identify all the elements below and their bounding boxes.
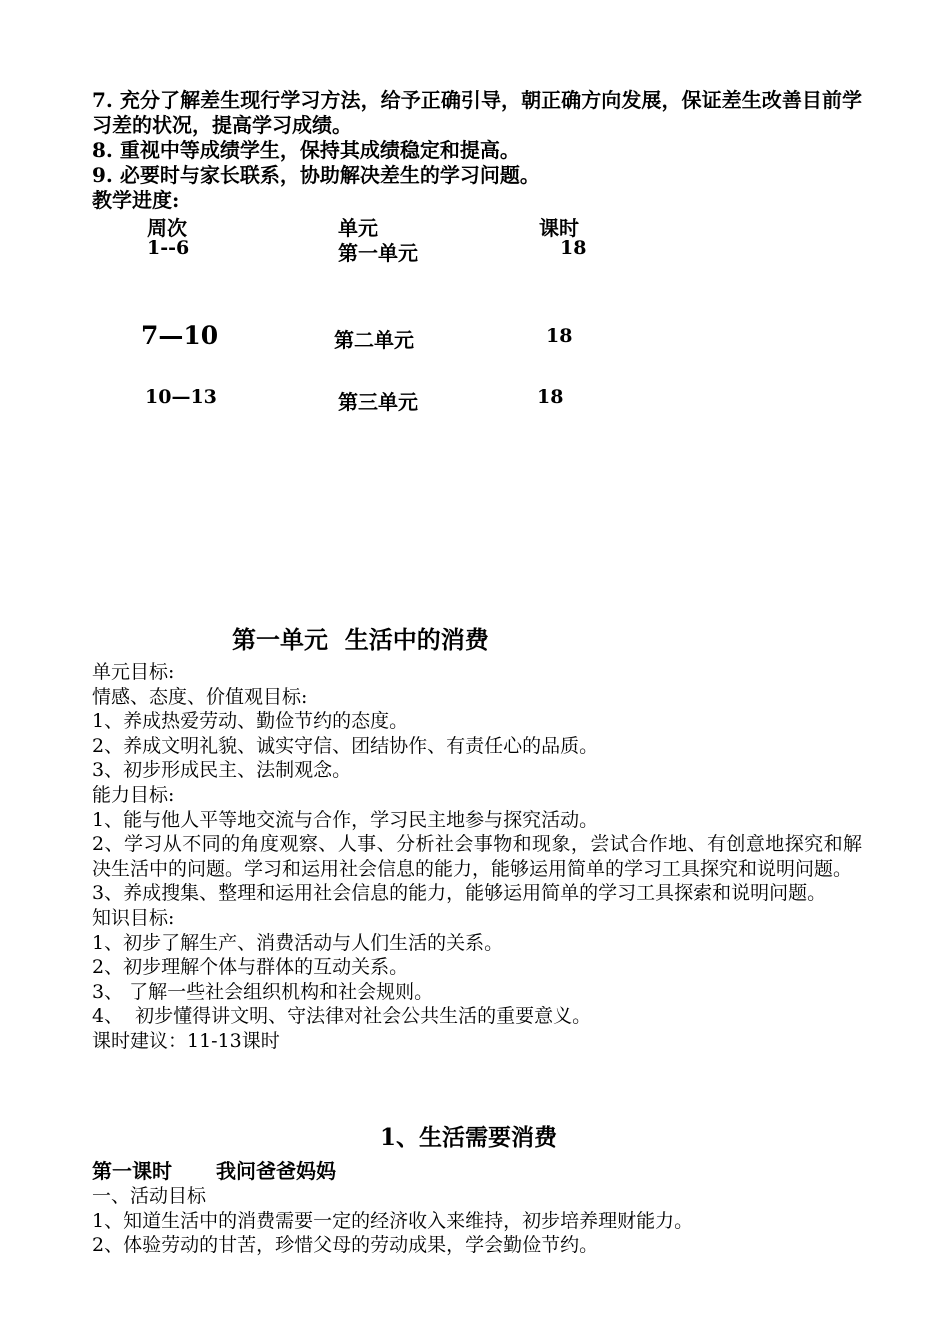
knowledge-item-2: 2、初步理解个体与群体的互动关系。 [92,956,409,979]
activity-goals-heading: 一、活动目标 [92,1185,207,1207]
emotion-item-1: 1、养成热爱劳动、勤俭节约的态度。 [92,710,409,733]
ability-item-2: 2、学习从不同的角度观察、人事、分析社会事物和现象，尝试合作地、有创意地探究和解决生活中的问题。学习和运用社会信息的能力，能够运用简单的学习工具探究和说明问题。 [92,833,862,880]
hours-suggestion: 课时建议：11-13课时 [92,1029,280,1052]
row3-week: 10—13 [145,386,217,408]
row2-unit: 第二单元 [334,328,414,352]
period-label: 第一课时 [92,1159,172,1183]
unit-goals [92,660,862,1054]
period-name: 我问爸爸妈妈 [216,1159,336,1183]
knowledge-item-1: 1、初步了解生产、消费活动与人们生活的关系。 [92,931,504,954]
lesson-section [92,1158,862,1258]
list-item-9: 9. 必要时与家长联系，协助解决差生的学习问题。 [92,163,540,187]
goals-heading: 单元目标: [92,661,175,683]
ability-heading: 能力目标: [92,783,175,806]
ability-item-3: 3、养成搜集、整理和运用社会信息的能力，能够运用简单的学习工具探索和说明问题。 [92,882,827,905]
row1-week: 1--6 [147,237,190,259]
header-unit: 单元 [338,216,378,240]
row2-week: 7—10 [141,321,219,350]
unit-title: 第一单元 生活中的消费 [232,625,489,654]
emotion-item-2: 2、养成文明礼貌、诚实守信、团结协作、有责任心的品质。 [92,734,599,757]
knowledge-item-4: 4、 初步懂得讲文明、守法律对社会公共生活的重要意义。 [92,1005,592,1028]
lesson-title: 1、生活需要消费 [380,1124,558,1151]
row3-unit: 第三单元 [338,390,418,414]
row1-unit: 第一单元 [338,241,418,265]
top-list [92,88,862,213]
ability-item-1: 1、能与他人平等地交流与合作，学习民主地参与探究活动。 [92,808,599,831]
lesson-item-1: 1、知道生活中的消费需要一定的经济收入来维持，初步培养理财能力。 [92,1209,694,1232]
row2-hours: 18 [546,325,573,347]
header-week: 周次 [147,216,187,240]
knowledge-heading: 知识目标: [92,906,175,929]
emotion-heading: 情感、态度、价值观目标: [92,685,308,708]
row3-hours: 18 [537,386,564,408]
list-item-8: 8. 重视中等成绩学生，保持其成绩稳定和提高。 [92,138,520,162]
emotion-item-3: 3、初步形成民主、法制观念。 [92,759,352,782]
schedule-label: 教学进度: [92,188,180,212]
knowledge-item-3: 3、 了解一些社会组织机构和社会规则。 [92,980,434,1003]
header-hours: 课时 [539,216,579,240]
lesson-item-2: 2、体验劳动的甘苦，珍惜父母的劳动成果，学会勤俭节约。 [92,1234,599,1257]
period-line [92,1158,862,1184]
list-item-7: 7. 充分了解差生现行学习方法，给予正确引导，朝正确方向发展，保证差生改善目前学习差的状况，提高学习成绩。 [92,88,862,137]
row1-hours: 18 [560,237,587,259]
